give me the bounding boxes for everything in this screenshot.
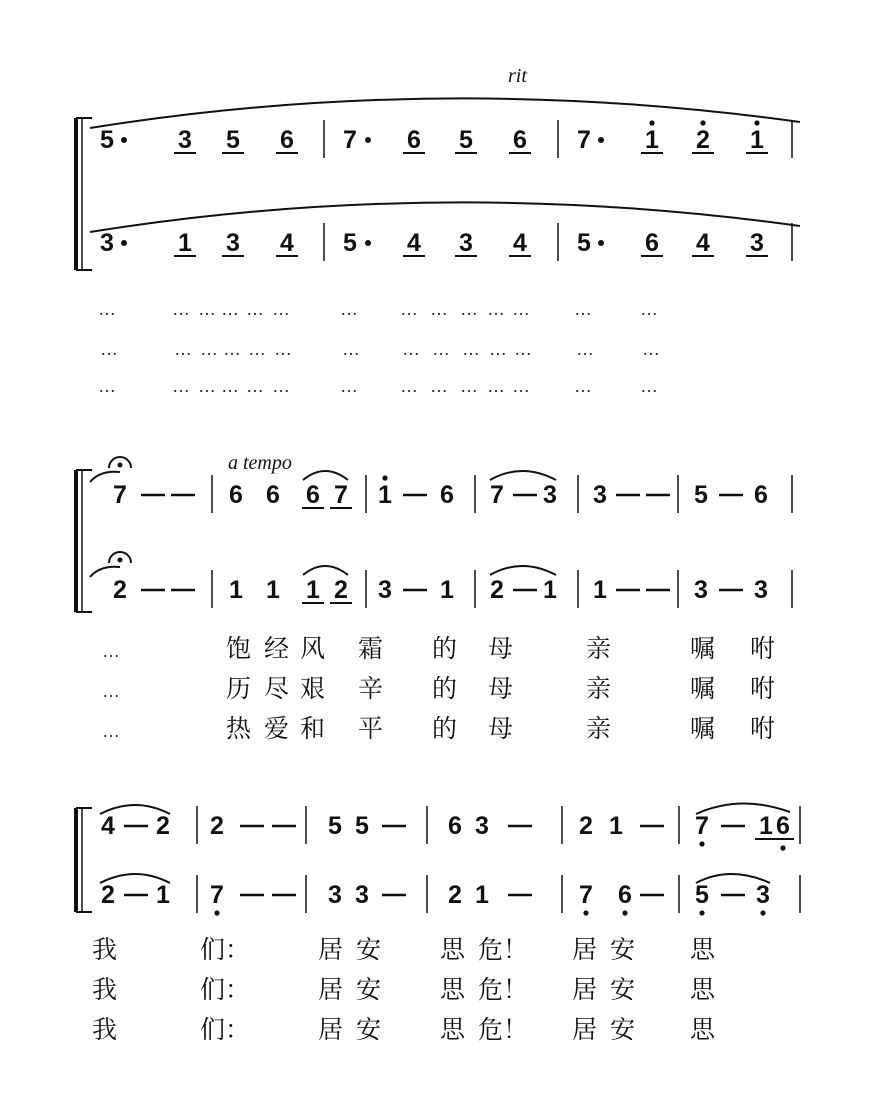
lyric-ellipsis: … — [272, 376, 290, 396]
lyric-syllable: 艰 — [300, 674, 326, 703]
note: 4 — [407, 229, 421, 257]
lyric-ellipsis: … — [576, 339, 594, 359]
lyric-ellipsis: … — [342, 339, 360, 359]
note: 1 — [645, 126, 659, 154]
high-octave-dot — [754, 120, 759, 125]
lyric-syllable: 我 — [92, 935, 118, 964]
lyric-syllable: 安 — [356, 935, 382, 964]
lyric-syllable: 危！ — [478, 935, 529, 964]
note: 4 — [513, 229, 527, 257]
fermata-dot — [118, 558, 123, 563]
lyric-ellipsis: … — [460, 299, 478, 319]
lyric-syllable: 亲 — [586, 634, 612, 663]
note: 1 — [543, 576, 557, 604]
note: 3 — [593, 481, 607, 509]
phrase-slur — [90, 202, 800, 232]
lyric-syllable: 居 — [318, 935, 344, 964]
note: 7 — [579, 881, 593, 909]
note: 5 — [226, 126, 240, 154]
lyric-syllable: 母 — [488, 634, 514, 663]
note: 6 — [776, 812, 790, 840]
tie — [490, 566, 556, 575]
note: 5 — [355, 812, 369, 840]
lyric-ellipsis: … — [574, 299, 592, 319]
lyric-syllable: 嘱 — [690, 714, 716, 743]
lyric-ellipsis: … — [172, 376, 190, 396]
rit-marking: rit — [508, 65, 527, 87]
phrase-slur — [90, 98, 800, 128]
lyric-ellipsis: … — [460, 376, 478, 396]
lyric-syllable: 安 — [610, 935, 636, 964]
lyric-ellipsis: … — [200, 339, 218, 359]
note: 3 — [543, 481, 557, 509]
lyric-syllable: 咐 — [750, 634, 776, 663]
lyric-ellipsis: … — [221, 376, 239, 396]
note: 3 — [226, 229, 240, 257]
lyric-ellipsis: … — [174, 339, 192, 359]
augmentation-dot — [598, 240, 604, 246]
low-octave-dot — [622, 910, 627, 915]
note: 3 — [750, 229, 764, 257]
note: 1 — [378, 481, 392, 509]
lyric-syllable: 我 — [92, 1015, 118, 1044]
note: 6 — [266, 481, 280, 509]
note: 4 — [696, 229, 710, 257]
lyric-syllable: 爱 — [264, 714, 290, 743]
note: 5 — [694, 481, 708, 509]
note: 2 — [334, 576, 348, 604]
note: 3 — [328, 881, 342, 909]
note: 1 — [750, 126, 764, 154]
note: 6 — [513, 126, 527, 154]
lyric-syllable: 思 — [440, 1015, 466, 1044]
lyric-syllable: 热 — [226, 714, 252, 743]
lyric-ellipsis: … — [98, 299, 116, 319]
lyric-syllable: 思 — [690, 975, 716, 1004]
lyric-syllable: 危！ — [478, 1015, 529, 1044]
lyric-ellipsis: … — [340, 299, 358, 319]
lyric-syllable: 辛 — [358, 674, 384, 703]
lyric-syllable: 母 — [488, 714, 514, 743]
lyric-syllable: 霜 — [358, 634, 384, 663]
lyric-syllable: 安 — [356, 1015, 382, 1044]
note: 1 — [156, 881, 170, 909]
lyric-syllable: 思 — [440, 935, 466, 964]
high-octave-dot — [382, 475, 387, 480]
note: 1 — [266, 576, 280, 604]
note: 1 — [440, 576, 454, 604]
lyric-syllable: 安 — [610, 975, 636, 1004]
note: 5 — [100, 126, 114, 154]
high-octave-dot — [649, 120, 654, 125]
note: 5 — [459, 126, 473, 154]
note: 5 — [328, 812, 342, 840]
lyric-syllable: 尽 — [264, 674, 290, 703]
lyric-syllable: 母 — [488, 674, 514, 703]
lyric-ellipsis: … — [400, 376, 418, 396]
note: 6 — [280, 126, 294, 154]
lyric-syllable: 们： — [200, 935, 251, 964]
lyric-syllable: 居 — [572, 1015, 598, 1044]
note: 5 — [577, 229, 591, 257]
lyric-ellipsis: … — [489, 339, 507, 359]
tie — [303, 566, 348, 575]
augmentation-dot — [121, 240, 127, 246]
lyric-syllable: 平 — [358, 714, 384, 743]
lyric-ellipsis: … — [272, 299, 290, 319]
lyric-ellipsis: … — [246, 299, 264, 319]
note: 5 — [343, 229, 357, 257]
note: 2 — [210, 812, 224, 840]
lyric-ellipsis: … — [514, 339, 532, 359]
lyric-ellipsis: … — [340, 376, 358, 396]
lyric-ellipsis: … — [221, 299, 239, 319]
lyric-syllable: 亲 — [586, 674, 612, 703]
lyric-ellipsis: … — [274, 339, 292, 359]
lyric-syllable: 安 — [610, 1015, 636, 1044]
lyric-syllable: 们： — [200, 975, 251, 1004]
lyric-syllable: 思 — [690, 935, 716, 964]
lyric-syllable: 居 — [318, 1015, 344, 1044]
lyric-syllable: 们： — [200, 1015, 251, 1044]
lyric-syllable: 风 — [300, 634, 326, 663]
note: 2 — [156, 812, 170, 840]
note: 1 — [759, 812, 773, 840]
low-octave-dot — [699, 841, 704, 846]
note: 7 — [695, 812, 709, 840]
lyric-ellipsis: … — [430, 299, 448, 319]
lyric-ellipsis: … — [402, 339, 420, 359]
lyric-ellipsis: … — [487, 299, 505, 319]
lyric-syllable: 居 — [572, 975, 598, 1004]
lyric-syllable: 和 — [300, 714, 326, 743]
note: 3 — [475, 812, 489, 840]
note: 6 — [448, 812, 462, 840]
low-octave-dot — [760, 910, 765, 915]
lyric-ellipsis: … — [432, 339, 450, 359]
lyric-ellipsis: … — [172, 299, 190, 319]
note: 3 — [459, 229, 473, 257]
note: 6 — [440, 481, 454, 509]
lyric-syllable: 的 — [432, 714, 458, 743]
lyric-ellipsis: … — [574, 376, 592, 396]
note: 1 — [178, 229, 192, 257]
note: 3 — [694, 576, 708, 604]
lyric-ellipsis: … — [640, 376, 658, 396]
note: 6 — [754, 481, 768, 509]
note: 5 — [695, 881, 709, 909]
note: 6 — [229, 481, 243, 509]
lyric-syllable: 咐 — [750, 674, 776, 703]
lyric-ellipsis: … — [430, 376, 448, 396]
fermata-dot — [118, 463, 123, 468]
note: 7 — [334, 481, 348, 509]
note: 1 — [593, 576, 607, 604]
note: 6 — [407, 126, 421, 154]
note: 2 — [490, 576, 504, 604]
note: 7 — [113, 481, 127, 509]
augmentation-dot — [598, 137, 604, 143]
lyric-syllable: 亲 — [586, 714, 612, 743]
a-tempo-marking: a tempo — [228, 452, 292, 474]
tie — [490, 471, 556, 480]
note: 3 — [100, 229, 114, 257]
lyric-ellipsis: … — [102, 681, 120, 701]
lyric-syllable: 思 — [440, 975, 466, 1004]
note: 7 — [490, 481, 504, 509]
augmentation-dot — [365, 240, 371, 246]
note: 3 — [754, 576, 768, 604]
high-octave-dot — [700, 120, 705, 125]
note: 3 — [355, 881, 369, 909]
low-octave-dot — [780, 845, 785, 850]
lyric-syllable: 的 — [432, 634, 458, 663]
tie — [303, 471, 348, 480]
lyric-syllable: 居 — [318, 975, 344, 1004]
lyric-ellipsis: … — [400, 299, 418, 319]
lyric-ellipsis: … — [102, 721, 120, 741]
low-octave-dot — [583, 910, 588, 915]
lyric-ellipsis: … — [640, 299, 658, 319]
augmentation-dot — [121, 137, 127, 143]
note: 6 — [618, 881, 632, 909]
lyric-ellipsis: … — [198, 376, 216, 396]
lyric-ellipsis: … — [487, 376, 505, 396]
lyric-ellipsis: … — [223, 339, 241, 359]
lyric-ellipsis: … — [512, 299, 530, 319]
note: 1 — [475, 881, 489, 909]
lyric-syllable: 饱 — [226, 634, 252, 663]
lyric-syllable: 嘱 — [690, 674, 716, 703]
lyric-syllable: 安 — [356, 975, 382, 1004]
note: 1 — [609, 812, 623, 840]
lyric-syllable: 的 — [432, 674, 458, 703]
note: 2 — [448, 881, 462, 909]
note: 1 — [229, 576, 243, 604]
lyric-ellipsis: … — [98, 376, 116, 396]
augmentation-dot — [365, 137, 371, 143]
low-octave-dot — [214, 910, 219, 915]
notation-layer — [76, 98, 800, 1044]
note: 4 — [101, 812, 115, 840]
lyric-syllable: 咐 — [750, 714, 776, 743]
lyric-syllable: 危！ — [478, 975, 529, 1004]
note: 4 — [280, 229, 294, 257]
lyric-syllable: 嘱 — [690, 634, 716, 663]
lyric-syllable: 思 — [690, 1015, 716, 1044]
lyric-ellipsis: … — [248, 339, 266, 359]
note: 6 — [306, 481, 320, 509]
lyric-ellipsis: … — [100, 339, 118, 359]
note: 1 — [306, 576, 320, 604]
note: 3 — [756, 881, 770, 909]
lyric-syllable: 居 — [572, 935, 598, 964]
lyric-ellipsis: … — [246, 376, 264, 396]
note: 3 — [378, 576, 392, 604]
lyric-ellipsis: … — [102, 641, 120, 661]
lyric-ellipsis: … — [462, 339, 480, 359]
note: 7 — [343, 126, 357, 154]
note: 7 — [577, 126, 591, 154]
lyric-syllable: 经 — [264, 634, 290, 663]
note: 2 — [101, 881, 115, 909]
note: 7 — [210, 881, 224, 909]
note: 2 — [696, 126, 710, 154]
lyric-ellipsis: … — [512, 376, 530, 396]
lyric-ellipsis: … — [642, 339, 660, 359]
note: 6 — [645, 229, 659, 257]
lyric-ellipsis: … — [198, 299, 216, 319]
lyric-syllable: 我 — [92, 975, 118, 1004]
lyric-syllable: 历 — [226, 674, 252, 703]
note: 2 — [579, 812, 593, 840]
note: 3 — [178, 126, 192, 154]
note: 2 — [113, 576, 127, 604]
low-octave-dot — [699, 910, 704, 915]
